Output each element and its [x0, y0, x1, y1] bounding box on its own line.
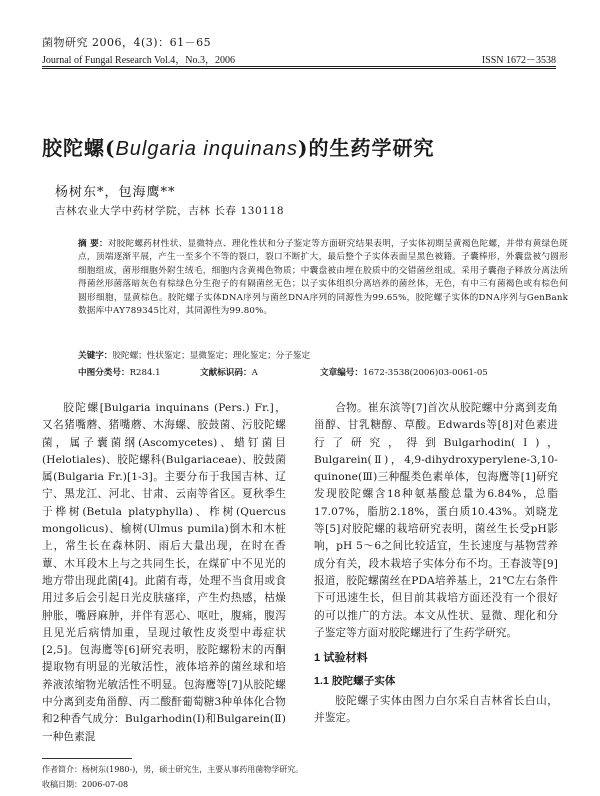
abstract-text: 对胶陀螺药材性状、显微特点、理化性状和分子鉴定等方面研究结果表明，子实体初期呈黄褐色陀螺，并带有黄绿色斑点，顶端逐渐平展，产生一至多个不等的裂口，裂口不断扩大，最后整个子实体表面呈黑色被籍。子囊棒形，外囊盘被勺圆形细胞组成，菌形细胞外附生绒毛，细胞内含黄褐色物质；中囊盘被由埋在胶质中的交错菌丝组成。采用子囊孢子释放分离法所得菌丝形菌落暗灰色有棕绿色分生孢子的有隔菌丝无色；以子实体组织分离培养的菌丝体，无色，有中三有菌褐色或有棕色何圆形细胞，显黄棕色。胶陀螺子实体DNA序列与菌丝DNA序列的同源性为99.65%，胶陀螺子实体的DNA序列与GenBank数据库中AY789345比对，其同源性为99.80%。 — [78, 239, 569, 317]
keywords-text: 胶陀螺；性状鉴定；显微鉴定；理化鉴定；分子鉴定 — [112, 351, 311, 361]
title-latin: Bulgaria inquinans — [115, 138, 299, 160]
subsection-paragraph: 胶陀螺子实体由图力白尔采自吉林省长白山，并鉴定。 — [314, 694, 558, 725]
article-label: 文章编号： — [320, 368, 363, 378]
doc-code — [200, 366, 258, 378]
keywords — [78, 349, 310, 361]
article-value: 1672-3538(2006)03-0061-05 — [362, 368, 488, 378]
body-column-left — [42, 400, 286, 752]
body-paragraph-right: 合物。崔东滨等[7]首次从胶陀螺中分离到麦角甾醇、甘乳糖醇、草酸。Edwards等[8]对色素进行了研究，得到Bulgarhodin(Ⅰ)，Bulgarein(Ⅱ)，4,9-dihydroxyperylene-3,10-quinone(Ⅲ)三种醌类色素单体，包海鹰等[1]研究发现胶陀螺含18种氨基酸总量为6.84%，总脂17.07%，脂肪2.18%，蛋白质10.43%。刘晓龙等[5]对胶陀螺的栽培研究表明，菌丝生长受pH影响，pH 5～6之间比较适宜，生长速度与基物营养成分有关，段木栽培子实体分布不均。王春波等[9]报道，胶陀螺菌丝在PDA培养基上，21℃左右条件下可迅速生长，但目前其栽培方面还没有一个很好的可以推广的方法。本文从性状、显微、理化和分子鉴定等方面对胶陀螺进行了生药学研究。 — [314, 402, 558, 639]
clc-label: 中图分类号： — [78, 368, 130, 378]
footnotes — [42, 762, 303, 792]
title-prefix: 胶陀螺( — [42, 136, 116, 160]
body-paragraph-left: 胶陀螺[Bulgaria inquinans (Pers.) Fr.]，又名猪嘴蘑、猪嘴蘑、木海螺、胶鼓菌、污胶陀螺菌，属子囊菌纲(Ascomycetes)、蜡钉菌目(Helotiales)、胶陀螺科(Bulgariaceae)、胶鼓菌属(Bulgaria Fr.)[1-3]。主要分布于我国吉林、辽宁、黑龙江、河北、甘肃、云南等省区。夏秋季生于桦树(Betula platyphylla)、柞树(Quercus mongolicus)、榆树(Ulmus pumila)倒木和木桩上，常生长在森林阴、雨后大量出现，在时在香蕈、木耳段木上与之共同生长，在煤矿中不见光的地方带出现此菌[4]。此菌有毒，处理不当食用或食用过多后会引起日光皮肤瘙痒，产生灼热感，枯燥肿胀，嘴唇麻肿，并伴有恶心、呕吐，腹痛，腹泻且见光后病情加重，呈现过敏性皮炎型中毒症状[2,5]。包海鹰等[6]研究表明，胶陀螺粉末的丙酮提取物有明显的光敏活性，液体培养的菌丝球和培养液浓缩物光敏活性不明显。包海鹰等[7]从胶陀螺中分离到麦角甾醇、丙二酸酐葡萄糖3种单体化合物和2种香气成分：Bulgarhodin(Ⅰ)和Bulgarein(Ⅱ)一种色素混 — [42, 402, 286, 743]
header-rule — [42, 66, 556, 67]
title-suffix: )的生药学研究 — [298, 136, 435, 160]
abstract-label: 摘 要： — [78, 239, 108, 249]
section-heading: 1 试验材料 — [314, 652, 368, 665]
article-number — [320, 366, 488, 378]
journal-header-en: Journal of Fungal Research Vol.4，No.3，2006 — [42, 55, 235, 66]
abstract — [78, 238, 568, 318]
body-column-right — [314, 400, 558, 752]
keywords-label: 关键字： — [78, 351, 113, 361]
header-rule-2 — [42, 68, 556, 69]
paper-title — [42, 132, 435, 161]
footnote-received: 收稿日期：2006-07-08 — [42, 780, 129, 789]
subsection-heading: 1.1 胶陀螺子实体 — [314, 675, 396, 688]
clc-number — [78, 366, 161, 378]
doc-label: 文献标识码： — [200, 368, 252, 378]
footnote-rule — [42, 758, 132, 759]
footnote-author-intro: 作者简介：杨树东(1980-)，男，硕士研究生，主要从事药用菌物学研究。 — [42, 765, 304, 774]
journal-header-cn: 菌物研究 2006，4(3)：61－65 — [42, 36, 212, 49]
doc-value: A — [251, 368, 258, 378]
authors: 杨树东*，包海鹰** — [55, 185, 176, 200]
journal-issn: ISSN 1672－3538 — [481, 55, 556, 66]
clc-value: R284.1 — [129, 368, 161, 378]
affiliation: 吉林农业大学中药材学院，吉林 长春 130118 — [55, 205, 285, 217]
